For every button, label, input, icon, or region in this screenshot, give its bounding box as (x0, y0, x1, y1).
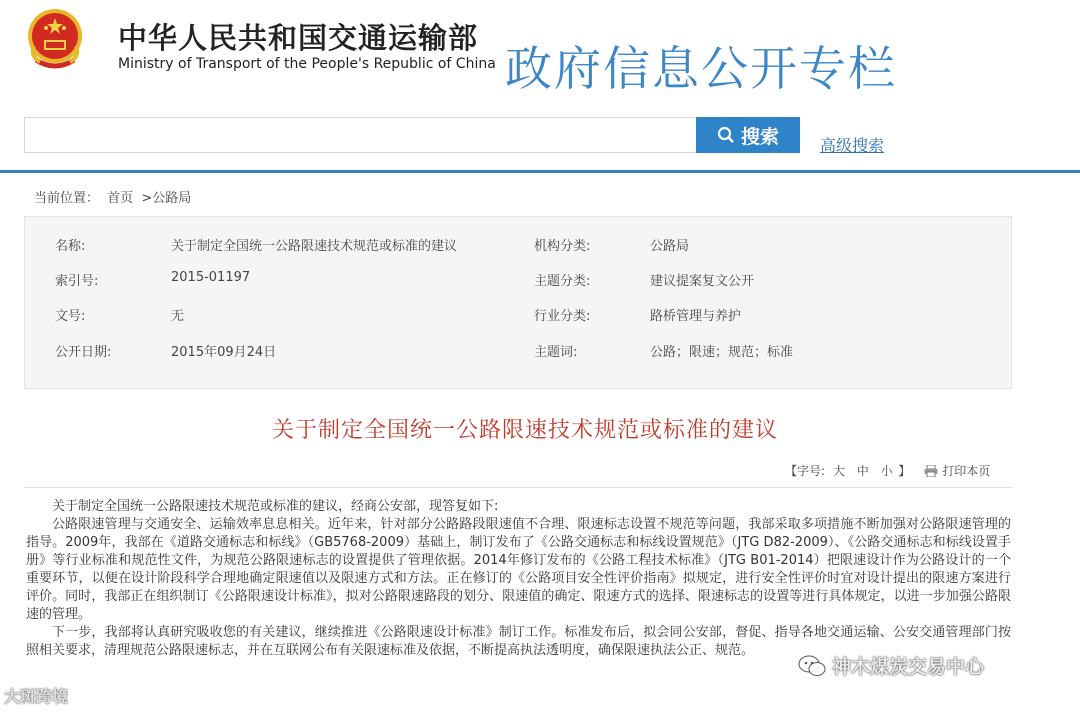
ministry-english-name: Ministry of Transport of the People's Republic of China (118, 56, 496, 72)
meta-index-value: 2015-01197 (171, 270, 251, 285)
article-paragraph: 关于制定全国统一公路限速技术规范或标准的建议，经商公安部，现答复如下: (52, 499, 499, 514)
meta-topic-label: 主题分类: (534, 274, 591, 289)
search-button[interactable] (696, 117, 800, 153)
meta-date-label: 公开日期: (55, 345, 112, 360)
meta-name-label: 名称: (55, 239, 86, 254)
breadcrumb-prefix: 当前位置： (34, 191, 100, 206)
meta-name-value: 关于制定全国统一公路限速技术规范或标准的建议 (171, 239, 458, 254)
printer-icon[interactable] (924, 465, 938, 477)
meta-org-value: 公路局 (650, 239, 690, 254)
article-body (26, 498, 1011, 660)
breadcrumb (34, 187, 195, 206)
meta-industry-value: 路桥管理与养护 (650, 309, 742, 324)
meta-docno-label: 文号: (55, 309, 86, 324)
print-page-link[interactable]: 打印本页 (942, 464, 991, 478)
breadcrumb-home-link[interactable]: 首页 (107, 191, 134, 206)
meta-industry-label: 行业分类: (534, 309, 591, 324)
meta-keywords-value: 公路；限速；规范；标准 (650, 345, 794, 360)
national-emblem-icon (24, 6, 86, 72)
advanced-search-link[interactable]: 高级搜索 (820, 136, 885, 155)
font-size-medium-button[interactable]: 中 (856, 464, 869, 478)
column-title: 政府信息公开专栏 (505, 42, 897, 97)
ministry-chinese-name: 中华人民共和国交通运输部 (118, 21, 479, 55)
wechat-icon (798, 654, 826, 678)
meta-org-label: 机构分类: (534, 239, 591, 254)
article-tools (785, 462, 998, 479)
font-size-large-button[interactable]: 大 (832, 464, 845, 478)
watermark-right-text: 神木煤炭交易中心 (832, 656, 985, 678)
document-metadata-panel (24, 216, 1012, 389)
font-size-label: 【字号: (785, 464, 826, 478)
meta-keywords-label: 主题词: (534, 345, 578, 360)
article-paragraph: 公路限速管理与交通安全、运输效率息息相关。近年来，针对部分公路路段限速值不合理、限速标志设置不规范等问题，我部采取多项措施不断加强对公路限速管理的指导。2009年，我部在《道路交通标志和标线》（GB5768-2009）基础上，制订发布了《公路交通标志和标线设置规范》（JTG D82-2009）、《公路交通标志和标线设置手册》等行业标准和规范性文件，为规范公路限速标志的设置提供了管理依据。2014年修订发布的《公路工程技术标准》（JTG B01-2014）把限速设计作为公路设计的一个重要环节，以便在设计阶段科学合理地确定限速值以及限速方式和方法。正在修订的《公路项目安全性评价指南》拟规定，进行安全性评价时宜对设计提出的限速方案进行评价。同时，我部正在组织制订《公路限速设计标准》，拟对公路限速路段的划分、限速值的确定、限速方式的选择、限速标志的设置等进行具体规定，以进一步加强公路限速的管理。 (26, 517, 1011, 622)
header-divider-bar (0, 170, 1080, 173)
meta-index-label: 索引号: (55, 274, 99, 289)
article-paragraph: 下一步，我部将认真研究吸收您的有关建议，继续推进《公路限速设计标准》制订工作。标准发布后，拟会同公安部，督促、指导各地交通运输、公安交通管理部门按照相关要求，清理规范公路限速标志，并在互联网公布有关限速标准及依据，不断提高执法透明度，确保限速执法公正、规范。 (26, 625, 1011, 658)
meta-date-value: 2015年09月24日 (171, 345, 277, 360)
watermark-right (798, 652, 984, 679)
article-title: 关于制定全国统一公路限速技术规范或标准的建议 (271, 418, 778, 443)
breadcrumb-separator: > (141, 191, 153, 206)
search-input[interactable] (24, 117, 696, 153)
search-icon (717, 126, 735, 144)
meta-docno-value: 无 (171, 309, 185, 324)
breadcrumb-current[interactable]: 公路局 (152, 191, 192, 206)
search-button-label: 搜索 (740, 125, 779, 148)
watermark-left: 大斑跨境 (4, 687, 69, 706)
page-header (0, 0, 1080, 172)
font-size-small-button[interactable]: 小 (880, 464, 893, 478)
article-divider (24, 487, 1012, 488)
font-size-close: 】 (898, 464, 911, 478)
meta-topic-value: 建议提案复文公开 (650, 274, 755, 289)
